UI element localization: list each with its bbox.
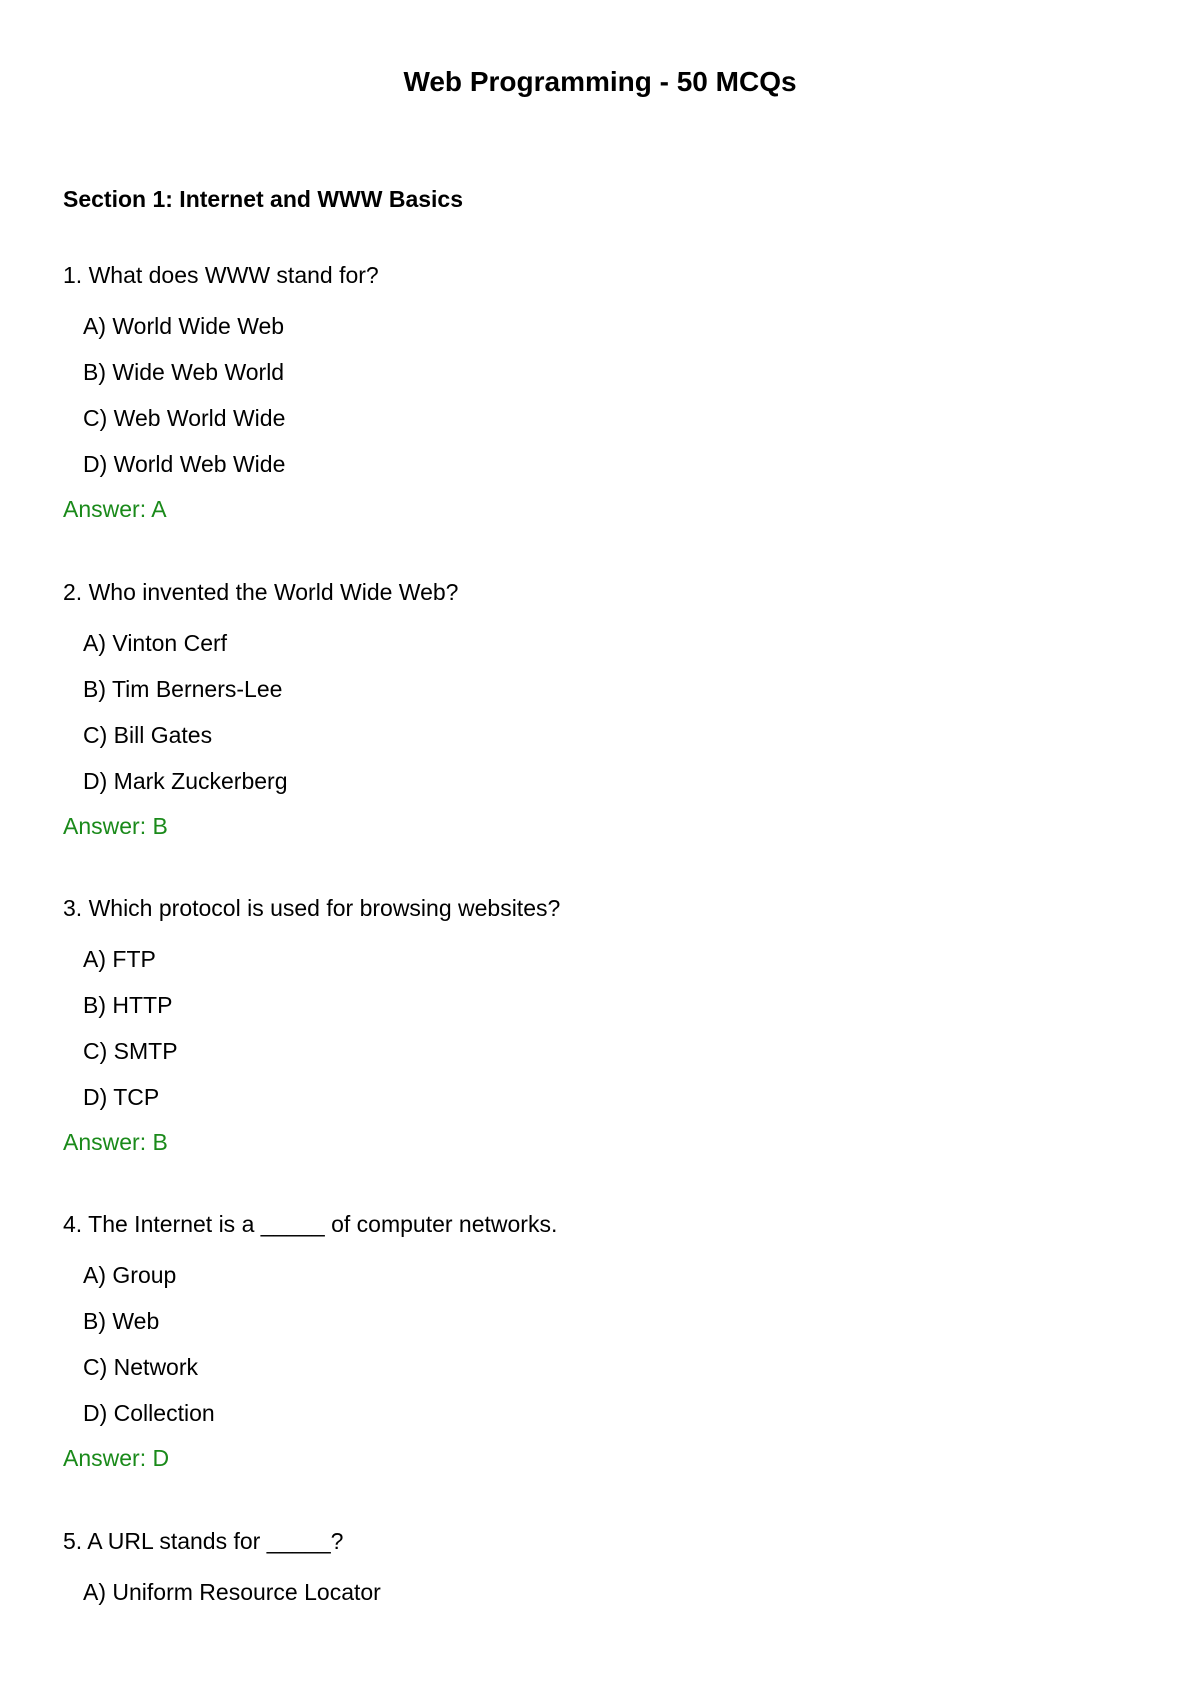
option-list bbox=[63, 1578, 1133, 1606]
option-list bbox=[63, 312, 1133, 478]
question-text: 3. Which protocol is used for browsing websites? bbox=[63, 895, 561, 921]
question-text: 4. The Internet is a _____ of computer networks. bbox=[63, 1211, 558, 1237]
option-d: D) World Web Wide bbox=[83, 451, 286, 477]
option-d: D) TCP bbox=[83, 1084, 160, 1110]
option-b: B) HTTP bbox=[83, 992, 173, 1018]
option-d: D) Mark Zuckerberg bbox=[83, 768, 288, 794]
option-list bbox=[63, 1261, 1133, 1427]
option-b: B) Wide Web World bbox=[83, 359, 285, 385]
question-block bbox=[63, 894, 1133, 1156]
option-b: B) Web bbox=[83, 1308, 160, 1334]
option-c: C) SMTP bbox=[83, 1038, 178, 1064]
question-block bbox=[63, 578, 1133, 840]
option-a: A) FTP bbox=[83, 946, 156, 972]
question-text: 2. Who invented the World Wide Web? bbox=[63, 579, 459, 605]
option-a: A) Uniform Resource Locator bbox=[83, 1579, 381, 1605]
option-c: C) Web World Wide bbox=[83, 405, 286, 431]
option-a: A) Vinton Cerf bbox=[83, 630, 228, 656]
question-block bbox=[63, 1210, 1133, 1472]
option-c: C) Network bbox=[83, 1354, 199, 1380]
question-text: 5. A URL stands for _____? bbox=[63, 1528, 344, 1554]
option-a: A) Group bbox=[83, 1262, 177, 1288]
question-block bbox=[63, 261, 1133, 523]
section-heading: Section 1: Internet and WWW Basics bbox=[63, 186, 463, 212]
option-list bbox=[63, 945, 1133, 1111]
document-title: Web Programming - 50 MCQs bbox=[403, 66, 797, 97]
question-block bbox=[63, 1527, 1133, 1606]
option-c: C) Bill Gates bbox=[83, 722, 213, 748]
option-d: D) Collection bbox=[83, 1400, 215, 1426]
answer-text: Answer: B bbox=[63, 1129, 168, 1155]
answer-text: Answer: D bbox=[63, 1445, 170, 1471]
option-b: B) Tim Berners-Lee bbox=[83, 676, 283, 702]
option-a: A) World Wide Web bbox=[83, 313, 285, 339]
option-list bbox=[63, 629, 1133, 795]
answer-text: Answer: A bbox=[63, 496, 167, 522]
answer-text: Answer: B bbox=[63, 813, 168, 839]
question-text: 1. What does WWW stand for? bbox=[63, 262, 379, 288]
